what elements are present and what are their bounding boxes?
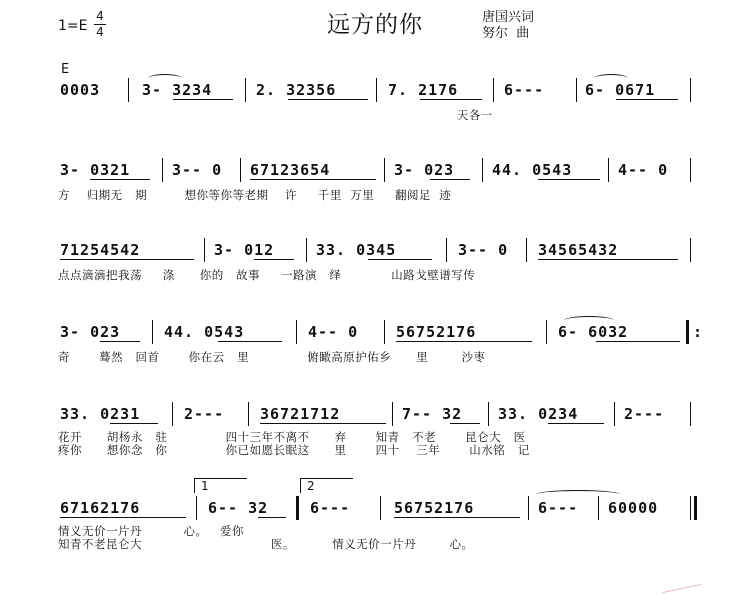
barline [196, 496, 197, 520]
barline [576, 78, 577, 102]
barline [614, 402, 615, 426]
measure: 4-- 0 [618, 161, 669, 179]
beam [548, 423, 604, 424]
measure: 6--- [538, 499, 579, 517]
measure: 67162176 [60, 499, 141, 517]
staff-row-2 [0, 160, 750, 240]
measure: 44. 0543 [164, 323, 245, 341]
measure: 2. 32356 [256, 81, 337, 99]
barline [690, 158, 691, 182]
measure: 3- 012 [214, 241, 275, 259]
measure: 6--- [310, 499, 351, 517]
barline [608, 158, 609, 182]
measure: 3-- 0 [458, 241, 509, 259]
barline [546, 320, 547, 344]
measure: 33. 0345 [316, 241, 397, 259]
measure: 56752176 [394, 499, 475, 517]
lyric-line: 天各一 [58, 108, 493, 122]
barline [493, 78, 494, 102]
barline [240, 158, 241, 182]
key-signature: 1=E [58, 18, 88, 34]
lyric-line-verse-1: 情义无价一片丹 心。 爱你 [58, 524, 245, 538]
barline [172, 402, 173, 426]
barline [690, 402, 691, 426]
beam [258, 517, 286, 518]
notation-line [58, 498, 698, 524]
measure: 3- 023 [394, 161, 455, 179]
repeat-dots-icon: : [693, 323, 704, 341]
beam [260, 423, 386, 424]
measure: 34565432 [538, 241, 619, 259]
beam [450, 423, 480, 424]
measure: 6- 6032 [558, 323, 629, 341]
staff-row-6 [0, 498, 750, 578]
staff-row-1 [0, 80, 750, 160]
barline [392, 402, 393, 426]
measure: 6-- 32 [208, 499, 269, 517]
lyric-line-verse-2: 知青不老昆仑大 医。 情义无价一片丹 心。 [58, 537, 474, 551]
volta-bracket-1: 1 [194, 478, 247, 493]
barline [526, 238, 527, 262]
time-signature-bottom: 4 [96, 25, 104, 39]
slur [594, 74, 628, 83]
lyric-line: 方 归期无 期 想你等你等老期 许 千里 万里 翻阅足 迹 [58, 188, 452, 202]
barline [598, 496, 599, 520]
volta-bracket-2: 2 [300, 478, 353, 493]
measure: 60000 [608, 499, 659, 517]
notation-line [58, 404, 698, 430]
beam [430, 179, 470, 180]
decorative-stroke [662, 584, 701, 593]
measure: 3-- 0 [172, 161, 223, 179]
beam [100, 341, 140, 342]
beam [394, 517, 520, 518]
measure: 0003 [60, 81, 101, 99]
repeat-barline [296, 496, 299, 520]
measure: 33. 0234 [498, 405, 579, 423]
barline [690, 78, 691, 102]
staff-row-3 [0, 240, 750, 320]
repeat-barline [686, 320, 689, 344]
barline [296, 320, 297, 344]
measure: 3- 0321 [60, 161, 131, 179]
barline [482, 158, 483, 182]
time-signature-top: 4 [96, 9, 104, 23]
barline [245, 78, 246, 102]
barline [248, 402, 249, 426]
chord-symbol: E [61, 62, 70, 77]
slur [564, 316, 614, 325]
staff-row-5 [0, 404, 750, 484]
measure: 2--- [184, 405, 225, 423]
song-title: 远方的你 [327, 12, 423, 38]
barline [204, 238, 205, 262]
slur [148, 74, 182, 83]
beam [173, 99, 233, 100]
beam [288, 99, 368, 100]
barline [690, 496, 691, 520]
barline [690, 238, 691, 262]
beam [368, 259, 432, 260]
measure: 6--- [504, 81, 545, 99]
lyric-line-verse-1: 花开 胡杨永 驻 四十三年不离不 弃 知青 不老 昆仑大 医 [58, 430, 526, 444]
barline [162, 158, 163, 182]
measure: 44. 0543 [492, 161, 573, 179]
measure: 3- 3234 [142, 81, 213, 99]
beam [396, 341, 532, 342]
staff-row-4 [0, 322, 750, 402]
barline [306, 238, 307, 262]
beam [254, 259, 294, 260]
beam [538, 259, 678, 260]
barline [380, 496, 381, 520]
measure: 7. 2176 [388, 81, 459, 99]
measure: 6- 0671 [585, 81, 656, 99]
barline [376, 78, 377, 102]
beam [90, 179, 150, 180]
measure: 33. 0231 [60, 405, 141, 423]
measure: 67123654 [250, 161, 331, 179]
notation-line [58, 160, 698, 186]
notation-line [58, 240, 698, 266]
barline [128, 78, 129, 102]
barline [488, 402, 489, 426]
song-credits: 唐国兴词 努尔 曲 [482, 10, 535, 41]
barline [384, 320, 385, 344]
measure: 2--- [624, 405, 665, 423]
measure: 7-- 32 [402, 405, 463, 423]
beam [538, 179, 600, 180]
measure: 4-- 0 [308, 323, 359, 341]
beam [420, 99, 482, 100]
measure: 36721712 [260, 405, 341, 423]
measure: 56752176 [396, 323, 477, 341]
barline [152, 320, 153, 344]
lyric-line: 点点滴滴把我荡 涤 你的 故事 一路演 绎 山路戈壁谱写传 [58, 268, 476, 282]
barline [384, 158, 385, 182]
beam [60, 259, 194, 260]
lyric-line-verse-2: 疼你 想你念 你 你已如愿长眠这 里 四十 三年 山水铭 记 [58, 443, 530, 457]
notation-line [58, 80, 698, 106]
beam [60, 517, 186, 518]
barline [446, 238, 447, 262]
measure: 3- 023 [60, 323, 121, 341]
beam [616, 99, 678, 100]
barline [528, 496, 529, 520]
beam [110, 423, 158, 424]
lyric-line: 奇 蓦然 回首 你在云 里 俯瞰高原护佑乡 里 沙枣 [58, 350, 486, 364]
beam [596, 341, 680, 342]
notation-line [58, 322, 704, 348]
beam [250, 179, 376, 180]
final-barline [694, 496, 697, 520]
beam [218, 341, 282, 342]
measure: 71254542 [60, 241, 141, 259]
